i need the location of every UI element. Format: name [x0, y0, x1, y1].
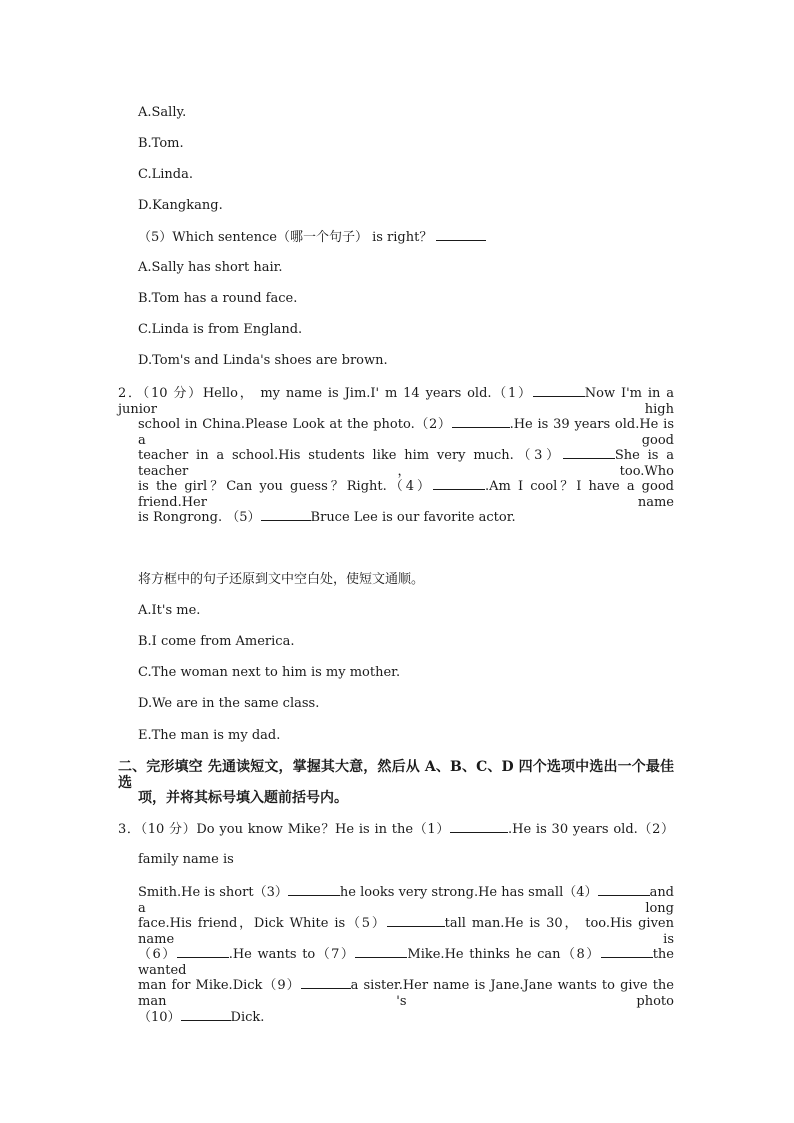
q1-sub-question-5	[138, 229, 486, 246]
q3-line-4: face.His friend，Dick White is（5） tall man.He is 30， too.His given name is	[138, 916, 674, 947]
answer-blank[interactable]	[261, 509, 311, 521]
q1-option-b: B.Tom.	[138, 136, 184, 151]
answer-blank[interactable]	[563, 447, 615, 459]
answer-blank[interactable]	[355, 946, 407, 958]
q3-line-3: Smith.He is short（3） he looks very strong.He has small（4） and a long	[138, 885, 675, 916]
q3-line-2: family name is	[138, 852, 234, 867]
q3-line-5: （6） .He wants to（7） Mike.He thinks he can（8） the wanted	[138, 947, 674, 978]
q2-option-d: D.We are in the same class.	[138, 696, 320, 711]
q2-option-c: C.The woman next to him is my mother.	[138, 665, 401, 680]
section-heading-line-1: 二、完形填空 先通读短文，掌握其大意，然后从 A、B、C、D 四个选项中选出一个最佳选	[118, 759, 674, 791]
q2-option-b: B.I come from America.	[138, 634, 295, 649]
q2-instruction: 将方框中的句子还原到文中空白处，使短文通顺。	[138, 572, 425, 587]
q1-option-a: A.Sally.	[138, 105, 187, 120]
q2-line-1: 2．（10 分）Hello， my name is Jim.I' m 14 years old.（1） Now I'm in a junior high	[118, 386, 674, 417]
section-heading-line-2: 项，并将其标号填入题前括号内。	[138, 790, 348, 806]
q2-line-2: school in China.Please Look at the photo.（2） .He is 39 years old.He is a good	[138, 417, 674, 448]
answer-blank[interactable]	[598, 884, 650, 896]
q1-option-d: D.Kangkang.	[138, 198, 223, 213]
q3-line-1: 3．（10 分）Do you know Mike？He is in the（1） .He is 30 years old.（2）	[118, 822, 674, 837]
answer-blank[interactable]	[601, 946, 653, 958]
q2-option-e: E.The man is my dad.	[138, 728, 281, 743]
answer-blank[interactable]	[387, 915, 445, 927]
answer-blank[interactable]	[433, 478, 485, 490]
q1-option-c: C.Linda.	[138, 167, 193, 182]
q2-line-5: is Rongrong. （5） Bruce Lee is our favorite actor.	[138, 510, 516, 525]
q1-5-option-b: B.Tom has a round face.	[138, 291, 298, 306]
q1-sub-question-5-text: （5）Which sentence（哪一个句子） is right？	[138, 230, 433, 245]
answer-blank[interactable]	[301, 977, 351, 989]
q2-option-a: A.It's me.	[138, 603, 201, 618]
answer-blank[interactable]	[288, 884, 340, 896]
q2-line-3: teacher in a school.His students like him very much.（3） She is a teacher，too.Who	[138, 448, 674, 479]
q1-5-option-c: C.Linda is from England.	[138, 322, 303, 337]
q1-5-option-a: A.Sally has short hair.	[138, 260, 283, 275]
answer-blank[interactable]	[450, 821, 508, 833]
q2-line-4: is the girl？Can you guess？Right.（4） .Am I cool？I have a good friend.Her name	[138, 479, 674, 510]
answer-blank[interactable]	[177, 946, 229, 958]
q1-5-option-d: D.Tom's and Linda's shoes are brown.	[138, 353, 388, 368]
answer-blank[interactable]	[436, 229, 486, 241]
q3-line-7: （10） Dick.	[138, 1010, 265, 1025]
answer-blank[interactable]	[533, 385, 585, 397]
answer-blank[interactable]	[452, 416, 510, 428]
q3-line-6: man for Mike.Dick（9） a sister.Her name is Jane.Jane wants to give the man 's photo	[138, 978, 675, 1009]
answer-blank[interactable]	[181, 1009, 231, 1021]
